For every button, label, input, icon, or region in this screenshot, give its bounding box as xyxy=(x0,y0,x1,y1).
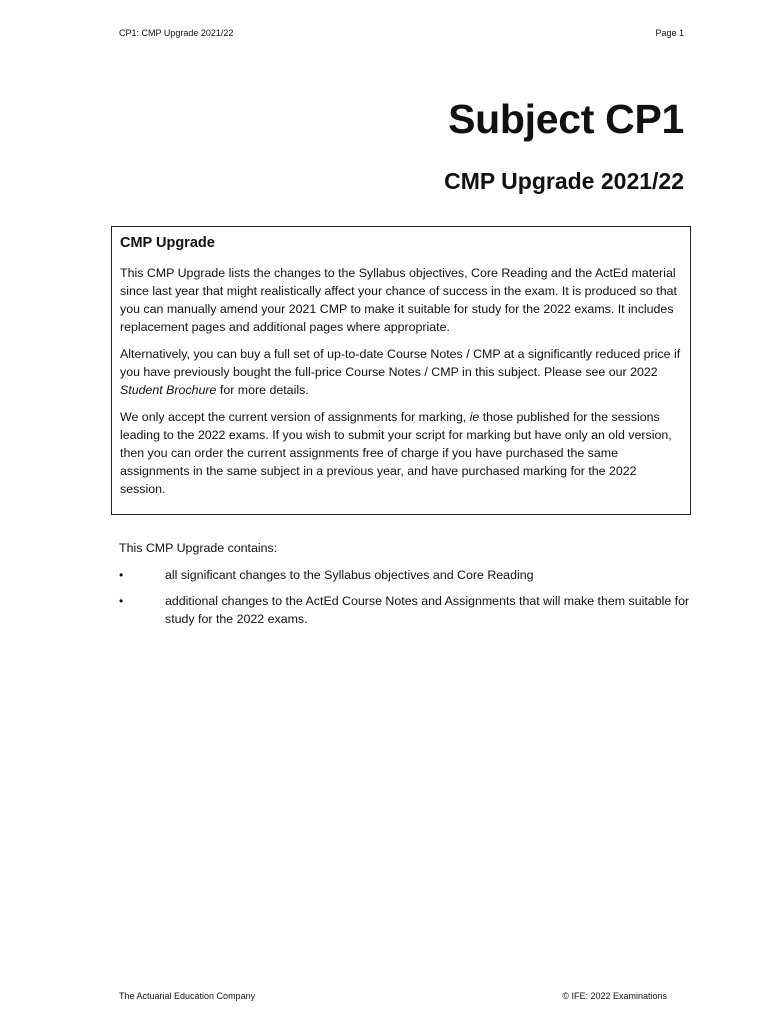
contents-intro: This CMP Upgrade contains: xyxy=(119,541,278,555)
info-box-heading: CMP Upgrade xyxy=(120,235,215,251)
list-item xyxy=(119,592,699,628)
footer-copyright: © IFE: 2022 Examinations xyxy=(562,991,667,1001)
info-paragraph-changes-text: This CMP Upgrade lists the changes to the Syllabus objectives, Core Reading and the ActEd material since last year that might realistically affect your chance of success in the exam. It is produced so that you can manually amend your 2021 CMP to make it suitable for study for the 2022 exams. It includes replacement pages and additional pages where appropriate. xyxy=(120,266,677,334)
list-item-text: additional changes to the ActEd Course Notes and Assignments that will make them suitable for study for the 2022 exams. xyxy=(165,594,690,626)
info-paragraph-assignments xyxy=(120,408,682,498)
info-paragraph-alternative xyxy=(120,345,682,399)
list-item-text: all significant changes to the Syllabus objectives and Core Reading xyxy=(165,568,534,582)
student-brochure-reference: Student Brochure xyxy=(120,383,217,397)
list-item xyxy=(119,566,699,584)
header-document-code: CP1: CMP Upgrade 2021/22 xyxy=(119,28,234,38)
bullet-icon: • xyxy=(119,594,124,608)
info-paragraph-alternative-text: Alternatively, you can buy a full set of up-to-date Course Notes / CMP at a significantly reduced price if you have previously bought the full-price Course Notes / CMP in this subject. Please see our 2022 xyxy=(120,347,681,379)
cmp-upgrade-info-box xyxy=(111,226,691,515)
page-title: Subject CP1 xyxy=(448,96,684,142)
info-paragraph-assignments-text: We only accept the current version of assignments for marking, xyxy=(120,410,470,424)
contents-list xyxy=(119,566,699,636)
bullet-icon: • xyxy=(119,568,124,582)
footer-publisher: The Actuarial Education Company xyxy=(119,991,256,1001)
info-paragraph-alternative-end: for more details. xyxy=(216,383,309,397)
header-page-number: Page 1 xyxy=(655,28,684,38)
ie-abbreviation: ie xyxy=(469,410,480,424)
info-paragraph-assignments-end: those published for the sessions leading to the 2022 exams. If you wish to submit your script for marking but have only an old version, then you can order the current assignments free of charge if you have purchased the same assignments in the same subject in a previous year, and have purchased marking for the 2022 session. xyxy=(120,410,672,496)
info-paragraph-changes xyxy=(120,264,682,336)
page-subtitle: CMP Upgrade 2021/22 xyxy=(444,168,684,194)
